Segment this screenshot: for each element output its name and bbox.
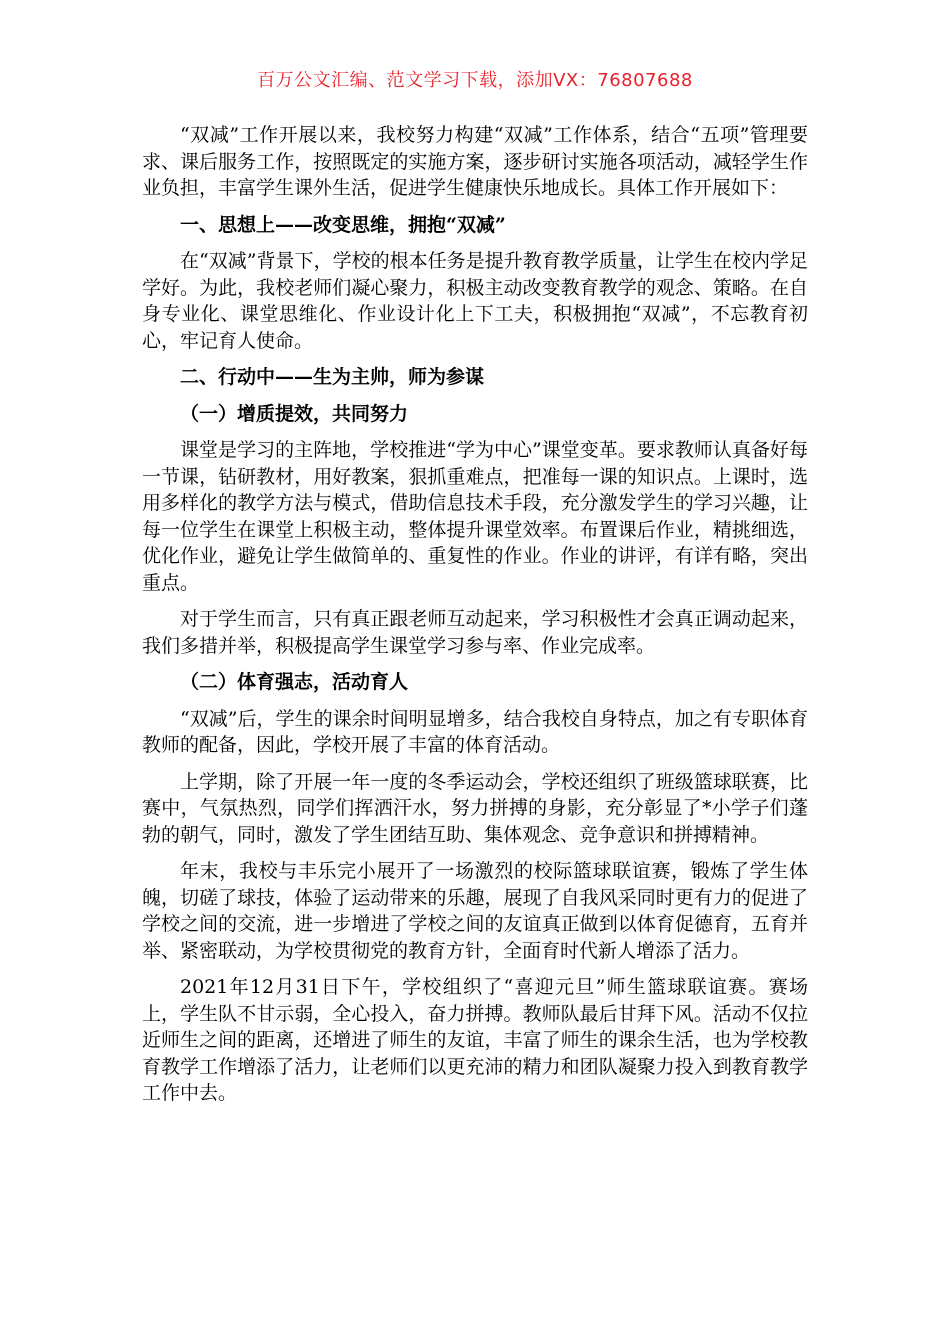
header-banner: 百万公文汇编、范文学习下载，添加VX：76807688 [257,70,693,91]
document-body [142,122,808,1117]
subsection-2-paragraph-3: 年末，我校与丰乐完小展开了一场激烈的校际篮球联谊赛，锻炼了学生体魄，切磋了球技，体验了运动带来的乐趣，展现了自我风采同时更有力的促进了学校之间的交流，进一步增进了学校之间的友谊真正做到以体育促德育，五育并举、紧密联动，为学校贯彻党的教育方针，全面育时代新人增添了活力。 [142,860,808,962]
intro-paragraph: “双减”工作开展以来，我校努力构建“双减”工作体系，结合“五项”管理要求、课后服务工作，按照既定的实施方案，逐步研讨实施各项活动，减轻学生作业负担，丰富学生课外生活，促进学生健康快乐地成长。具体工作开展如下： [142,124,808,199]
subsection-2-paragraph-4: 2021年12月31日下午，学校组织了“喜迎元旦”师生篮球联谊赛。赛场上，学生队不甘示弱，全心投入，奋力拼搏。教师队最后甘拜下风。活动不仅拉近师生之间的距离，还增进了师生的友谊，丰富了师生的课余生活，也为学校教育教学工作增添了活力，让老师们以更充沛的精力和团队凝聚力投入到教育教学工作中去。 [142,976,808,1104]
subsection-2-paragraph-2: 上学期，除了开展一年一度的冬季运动会，学校还组织了班级篮球联赛，比赛中，气氛热烈，同学们挥洒汗水，努力拼搏的身影，充分彰显了*小学子们蓬勃的朝气，同时，激发了学生团结互助、集体观念、竞争意识和拼搏精神。 [142,770,808,846]
subsection-1-heading: （一）增质提效，共同努力 [180,402,409,425]
subsection-2-heading: （二）体育强志，活动育人 [180,671,409,693]
section-2-heading: 二、行动中——生为主帅，师为参谋 [180,366,485,388]
subsection-1-paragraph-2: 对于学生而言，只有真正跟老师互动起来，学习积极性才会真正调动起来，我们多措并举，积极提高学生课堂学习参与率、作业完成率。 [142,608,808,657]
section-1-heading: 一、思想上——改变思维，拥抱“双减” [180,213,506,236]
subsection-2-paragraph-1: “双减”后，学生的课余时间明显增多，结合我校自身特点，加之有专职体育教师的配备，因此，学校开展了丰富的体育活动。 [142,707,808,756]
subsection-1-paragraph-1: 课堂是学习的主阵地，学校推进“学为中心”课堂变革。要求教师认真备好每一节课，钻研教材，用好教案，狠抓重难点，把准每一课的知识点。上课时，选用多样化的教学方法与模式，借助信息技术手段，充分激发学生的学习兴趣，让每一位学生在课堂上积极主动，整体提升课堂效率。布置课后作业，精挑细选，优化作业，避免让学生做简单的、重复性的作业。作业的讲评，有详有略，突出重点。 [142,439,808,594]
section-1-paragraph: 在“双减”背景下，学校的根本任务是提升教育教学质量，让学生在校内学足学好。为此，我校老师们凝心聚力，积极主动改变教育教学的观念、策略。在自身专业化、课堂思维化、作业设计化上下工夫，积极拥抱“双减”，不忘教育初心，牢记育人使命。 [142,250,808,352]
